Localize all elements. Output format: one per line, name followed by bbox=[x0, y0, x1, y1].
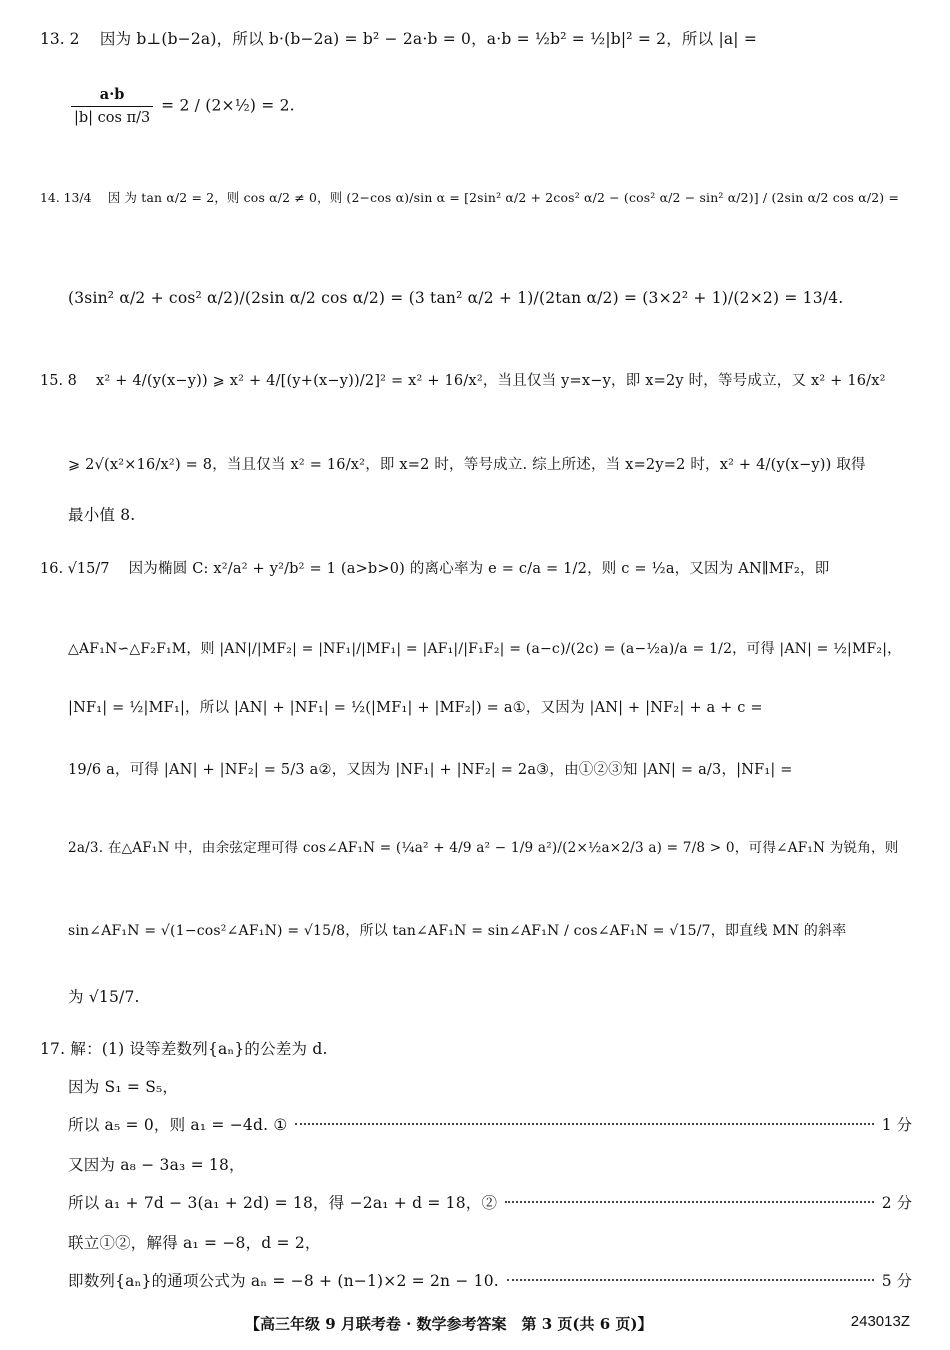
problem-13-line-2 bbox=[68, 84, 912, 129]
problem-17-text-6: 即数列{aₙ}的通项公式为 aₙ = −8 + (n−1)×2 = 2n − 10. bbox=[68, 1272, 499, 1290]
dotted-leader bbox=[507, 1279, 874, 1281]
problem-16-line-1 bbox=[40, 556, 912, 582]
footer-title: 【高三年级 9 月联考卷 · 数学参考答案 第 3 页(共 6 页)】 bbox=[245, 1315, 653, 1333]
problem-17-text-2: 所以 a₅ = 0，则 a₁ = −4d. ① bbox=[68, 1116, 288, 1134]
problem-17-step-1 bbox=[68, 1074, 912, 1100]
problem-17-heading bbox=[40, 1036, 912, 1062]
problem-17-step-6 bbox=[68, 1268, 912, 1294]
problem-16-number: 16. √15/7 bbox=[40, 561, 110, 577]
problem-16-text-6: sin∠AF₁N = √(1−cos²∠AF₁N) = √15/8，所以 tan∠AF₁N = sin∠AF₁N / cos∠AF₁N = √15/7，即直线 MN 的斜率 bbox=[68, 923, 847, 939]
problem-17-text-3: 又因为 a₈ − 3a₃ = 18， bbox=[68, 1156, 245, 1174]
dotted-leader bbox=[295, 1123, 873, 1125]
problem-15-line-3 bbox=[68, 502, 912, 528]
problem-17-text-4: 所以 a₁ + 7d − 3(a₁ + 2d) = 18，得 −2a₁ + d = 18，② bbox=[68, 1194, 498, 1212]
problem-17-head: 17. 解：(1) 设等差数列{aₙ}的公差为 d. bbox=[40, 1040, 328, 1058]
problem-17-text-5: 联立①②，解得 a₁ = −8，d = 2， bbox=[68, 1234, 321, 1252]
problem-13-number: 13. 2 bbox=[40, 30, 80, 48]
problem-16-text-2: △AF₁N∽△F₂F₁M，则 |AN|/|MF₂| = |NF₁|/|MF₁| = |AF₁|/|F₁F₂| = (a−c)/(2c) = (a−½a)/a = 1/2，可得 |AN| = ½|MF₂|， bbox=[68, 641, 902, 657]
problem-17-step-3 bbox=[68, 1152, 912, 1178]
dotted-leader bbox=[505, 1201, 873, 1203]
problem-13-line-1 bbox=[40, 26, 912, 52]
problem-13-fraction bbox=[71, 84, 153, 129]
problem-13-frac-numerator: a·b bbox=[71, 84, 153, 107]
problem-16-line-6 bbox=[68, 918, 912, 944]
problem-13-frac-denominator: |b| cos π/3 bbox=[74, 110, 151, 126]
problem-15-text-1: x² + 4/(y(x−y)) ⩾ x² + 4/[(y+(x−y))/2]² = x² + 16/x²，当且仅当 y=x−y，即 x=2y 时，等号成立，又 x² + 16/x² bbox=[96, 373, 886, 389]
problem-14-number: 14. 13/4 bbox=[40, 190, 92, 205]
problem-14-line-2 bbox=[68, 285, 912, 311]
problem-15-text-2: ⩾ 2√(x²×16/x²) = 8，当且仅当 x² = 16/x²，即 x=2 时，等号成立. 综上所述，当 x=2y=2 时，x² + 4/(y(x−y)) 取得 bbox=[68, 457, 866, 473]
score-2: 2 分 bbox=[881, 1194, 912, 1212]
problem-16-line-7 bbox=[68, 984, 912, 1010]
problem-15-number: 15. 8 bbox=[40, 373, 77, 389]
problem-16-text-3: |NF₁| = ½|MF₁|，所以 |AN| + |NF₁| = ½(|MF₁| + |MF₂|) = a①，又因为 |AN| + |NF₂| + a + c = bbox=[68, 700, 763, 716]
problem-16-text-5: 2a/3. 在△AF₁N 中，由余弦定理可得 cos∠AF₁N = (¼a² + 4/9 a² − 1/9 a²)/(2×½a×2/3 a) = 7/8 > 0，可得∠AF₁N 为锐角，则 bbox=[68, 840, 899, 856]
problem-15-line-2 bbox=[68, 452, 912, 478]
problem-15-text-3: 最小值 8. bbox=[68, 506, 136, 524]
footer-code: 243013Z bbox=[850, 1313, 910, 1330]
problem-17-step-2 bbox=[68, 1112, 912, 1138]
problem-17-step-5 bbox=[68, 1230, 912, 1256]
problem-16-line-2 bbox=[68, 636, 912, 662]
problem-15-line-1 bbox=[40, 368, 912, 394]
problem-14-text-2: (3sin² α/2 + cos² α/2)/(2sin α/2 cos α/2) = (3 tan² α/2 + 1)/(2tan α/2) = (3×2² + 1)/(2×2) = 13/4. bbox=[68, 289, 844, 307]
problem-16-text-7: 为 √15/7. bbox=[68, 988, 140, 1006]
score-1: 1 分 bbox=[881, 1116, 912, 1134]
problem-16-text-4: 19/6 a，可得 |AN| + |NF₂| = 5/3 a②，又因为 |NF₁| + |NF₂| = 2a③，由①②③知 |AN| = a/3，|NF₁| = bbox=[68, 762, 793, 778]
problem-14-text-1: 因 为 tan α/2 = 2，则 cos α/2 ≠ 0，则 (2−cos α)/sin α = [2sin² α/2 + 2cos² α/2 − (cos² α/2 − sin² α/2)] / (2sin α/2 cos α/2) = bbox=[107, 190, 900, 205]
problem-16-line-5 bbox=[68, 835, 912, 861]
problem-16-text-1: 因为椭圆 C: x²/a² + y²/b² = 1 (a>b>0) 的离心率为 e = c/a = 1/2，则 c = ½a，又因为 AN∥MF₂，即 bbox=[128, 561, 830, 577]
problem-16-line-3 bbox=[68, 695, 912, 721]
problem-17-step-4 bbox=[68, 1190, 912, 1216]
score-3: 5 分 bbox=[881, 1272, 912, 1290]
problem-13-text: 因为 b⊥(b−2a)，所以 b·(b−2a) = b² − 2a·b = 0，a·b = ½b² = ½|b|² = 2，所以 |a| = bbox=[99, 30, 758, 48]
problem-17-text-1: 因为 S₁ = S₅， bbox=[68, 1078, 179, 1096]
problem-13-result: = 2 / (2×½) = 2. bbox=[161, 96, 295, 115]
problem-14-line-1 bbox=[40, 185, 912, 211]
problem-16-line-4 bbox=[68, 757, 912, 783]
